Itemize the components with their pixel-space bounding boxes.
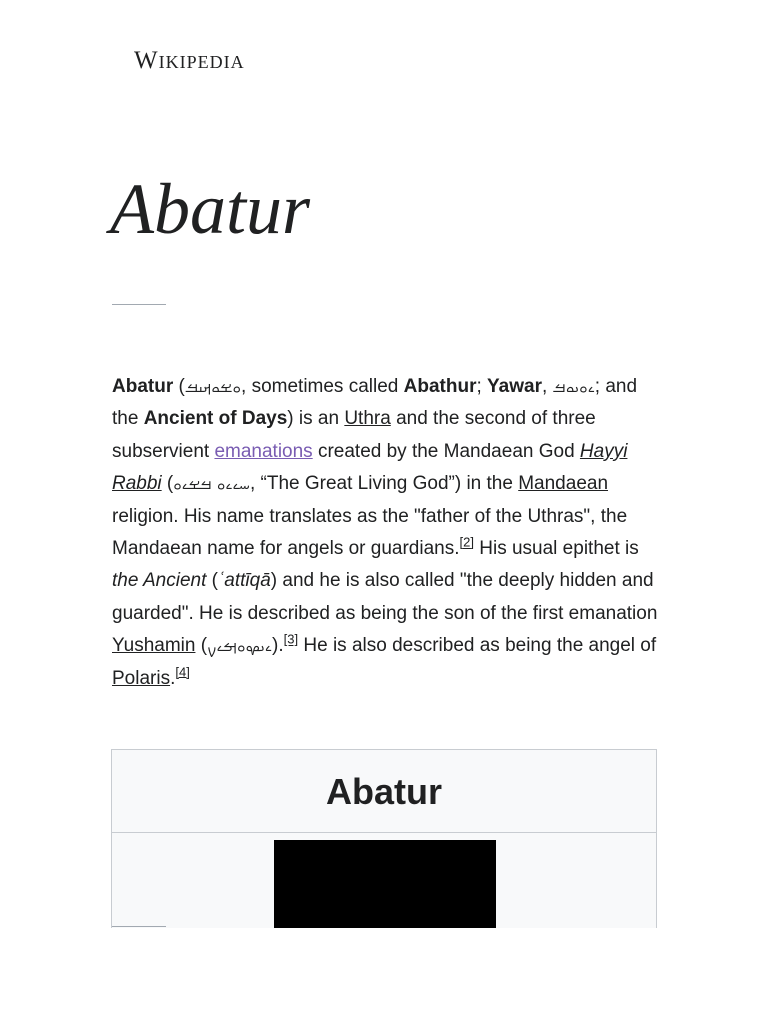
mandaic-script-yushamin: ࡉࡅࡔࡀࡌࡉࡍ — [207, 636, 273, 656]
bold-term-abatur: Abatur — [112, 376, 174, 397]
intro-text: . — [170, 667, 176, 689]
infobox-title: Abatur — [112, 750, 656, 833]
wikipedia-wordmark-logo[interactable]: Wikipedia — [134, 47, 245, 74]
title-divider — [112, 304, 166, 305]
mandaic-script-hayyi-rabbi: ࡄࡉࡉࡀ ࡓࡁࡉࡀ — [173, 474, 250, 494]
intro-text: created by the Mandaean God — [312, 440, 580, 462]
link-emanations[interactable]: emanations — [214, 440, 313, 462]
reference-4 — [175, 664, 189, 679]
mandaic-script-abatur: ࡀࡁࡀࡕࡅࡓ — [184, 377, 242, 396]
reference-link-4[interactable]: [4] — [175, 664, 190, 680]
link-polaris[interactable]: Polaris — [112, 667, 171, 689]
intro-text: ( — [195, 635, 208, 657]
intro-text: religion. His name translates as the "father of the Uthras", the Mandaean name for angels or guardians. — [112, 505, 628, 560]
bold-term-yawar: Yawar — [487, 376, 542, 397]
intro-text: ). — [272, 635, 284, 657]
viewport-bottom-blank — [0, 928, 768, 1024]
transliteration-attiqa: ʿattīqā — [217, 570, 271, 592]
intro-text: and the second of three subservient — [112, 408, 596, 462]
bottom-divider — [112, 926, 166, 927]
intro-text: , — [541, 376, 553, 397]
intro-text: He is also described as being the angel of — [298, 635, 657, 657]
link-yushamin[interactable]: Yushamin — [112, 635, 196, 657]
bold-term-ancient-of-days: Ancient of Days — [143, 408, 288, 430]
intro-text: ( — [161, 473, 174, 495]
link-hayyi-rabbi-label: Hayyi Rabbi — [112, 440, 628, 495]
bold-term-abathur: Abathur — [403, 376, 477, 397]
epithet-the-ancient: the Ancient — [112, 570, 207, 592]
intro-text: ; — [476, 376, 488, 397]
reference-2 — [460, 535, 474, 550]
intro-text: ( — [206, 570, 218, 592]
page-title: Abatur — [110, 169, 311, 249]
intro-text: ( — [173, 376, 185, 397]
intro-text: ; and the — [112, 376, 638, 430]
link-uthra[interactable]: Uthra — [344, 408, 391, 430]
intro-text: , “The Great Living God”) in the — [249, 473, 519, 495]
reference-3 — [284, 632, 298, 647]
mandaic-script-yawar: ࡉࡀࡅࡀࡓ — [552, 377, 595, 396]
intro-text: ) and he is also called "the deeply hidden and guarded". He is described as being the son of the first emanation — [112, 570, 658, 624]
link-mandaean[interactable]: Mandaean — [518, 473, 609, 495]
intro-text: ) is an — [287, 408, 345, 430]
infobox — [111, 749, 657, 951]
reference-link-3[interactable]: [3] — [283, 631, 299, 647]
intro-text: His usual epithet is — [473, 538, 639, 560]
reference-link-2[interactable]: [2] — [459, 534, 474, 550]
intro-paragraph — [112, 371, 660, 695]
intro-text: , sometimes called — [241, 376, 404, 397]
